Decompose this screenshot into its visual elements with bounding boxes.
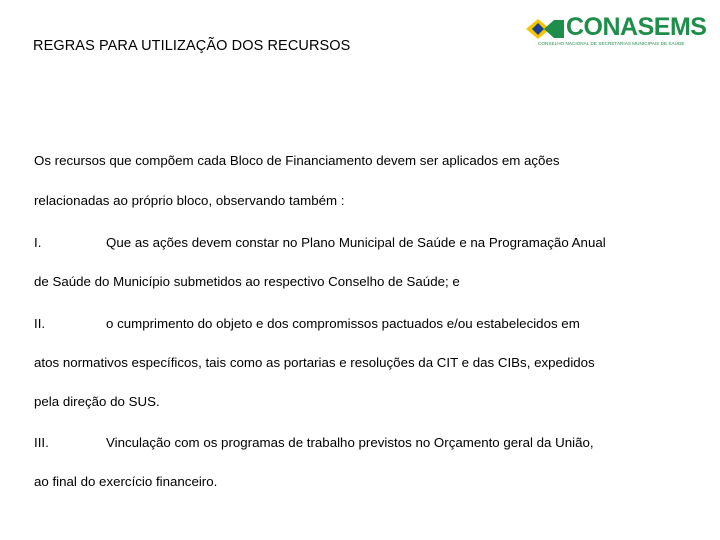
item-line: Vinculação com os programas de trabalho previstos no Orçamento geral da União,: [106, 435, 594, 450]
item-numeral: III.: [34, 435, 49, 450]
item-line: de Saúde do Município submetidos ao respectivo Conselho de Saúde; e: [34, 274, 460, 289]
logo-wordmark: CONASEMS: [566, 13, 707, 41]
intro-line-2: relacionadas ao próprio bloco, observando também :: [34, 193, 345, 208]
item-numeral: II.: [34, 316, 46, 331]
logo-diamond-icon: [524, 17, 564, 41]
conasems-logo: [524, 13, 707, 48]
item-numeral: I.: [34, 235, 42, 250]
item-line: Que as ações devem constar no Plano Municipal de Saúde e na Programação Anual: [106, 235, 606, 250]
intro-line-1: Os recursos que compõem cada Bloco de Financiamento devem ser aplicados em ações: [34, 153, 560, 168]
item-line: o cumprimento do objeto e dos compromissos pactuados e/ou estabelecidos em: [106, 316, 580, 331]
logo-subtitle: CONSELHO NACIONAL DE SECRETARIAS MUNICIPAIS DE SAÚDE: [538, 41, 685, 46]
item-line: atos normativos específicos, tais como as portarias e resoluções da CIT e das CIBs, expedidos: [34, 355, 595, 370]
item-line: ao final do exercício financeiro.: [34, 474, 218, 489]
item-line: pela direção do SUS.: [34, 394, 160, 409]
slide-title: REGRAS PARA UTILIZAÇÃO DOS RECURSOS: [33, 38, 351, 54]
